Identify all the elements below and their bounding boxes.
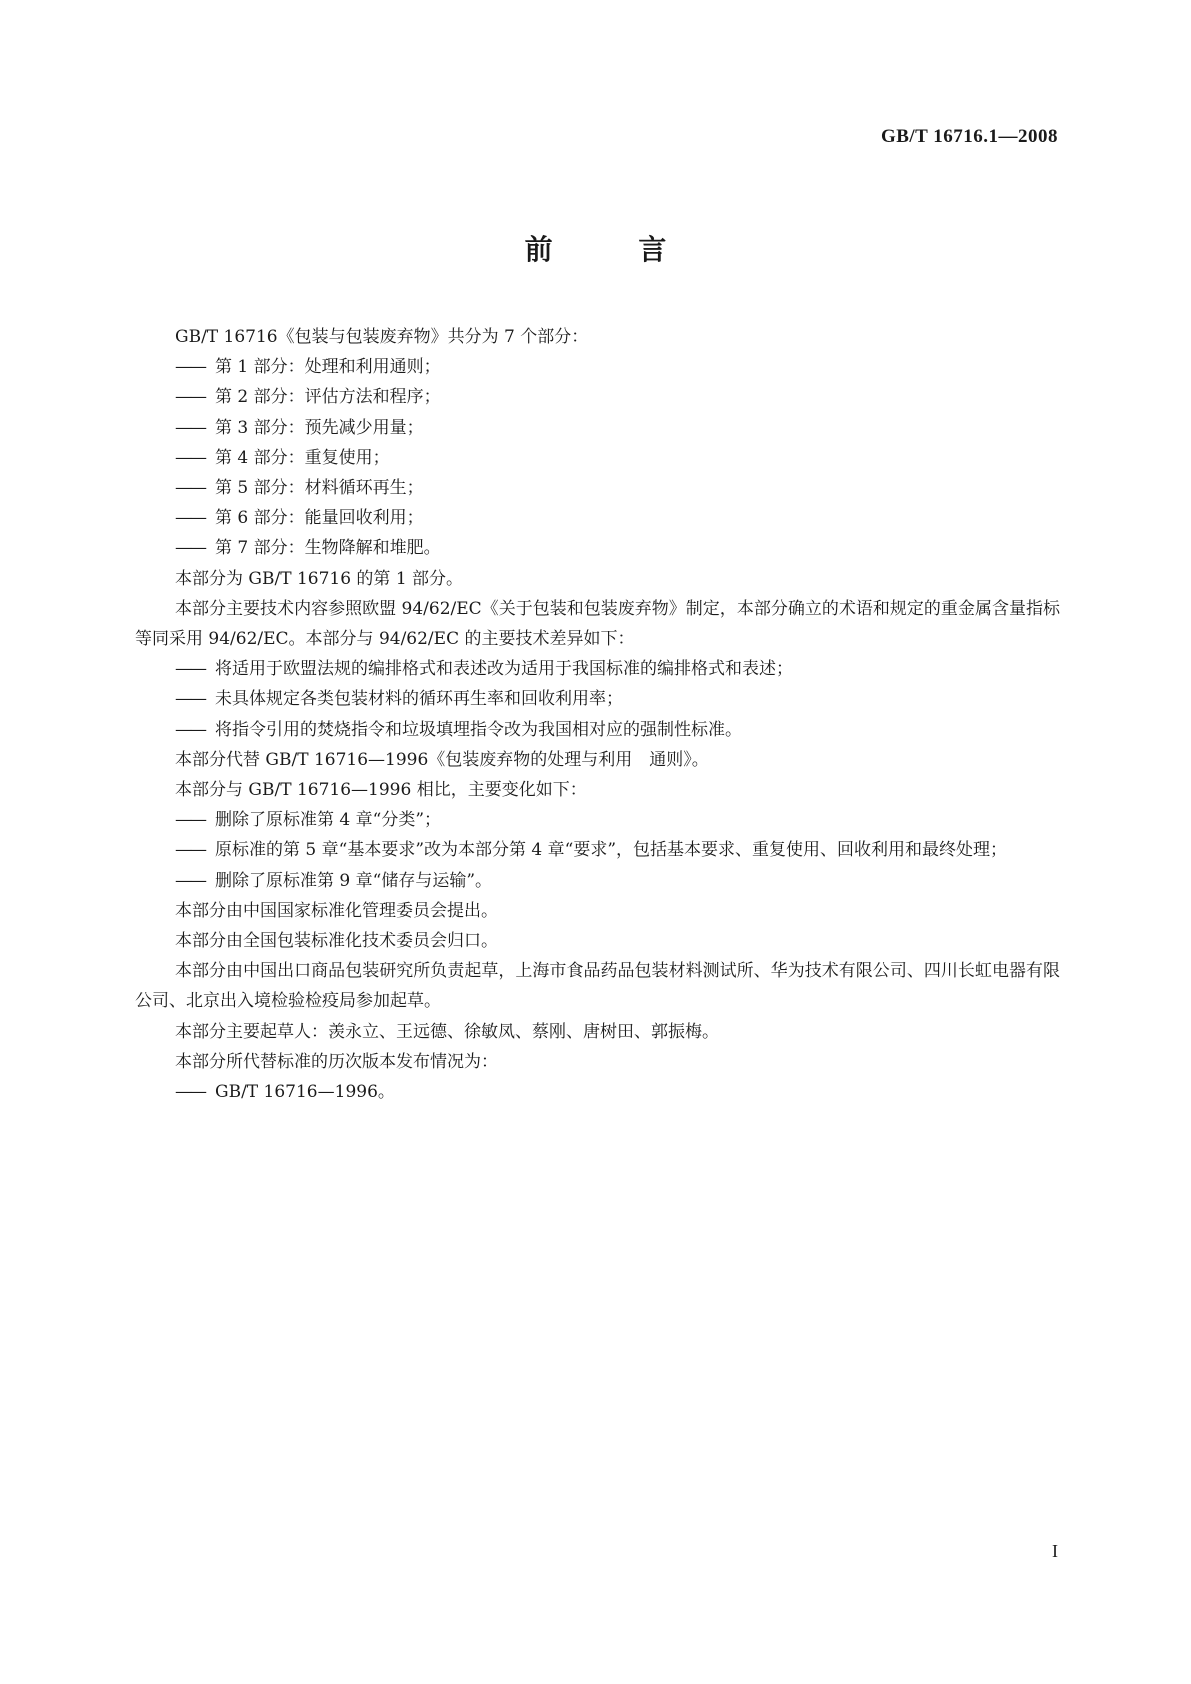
dash-marker: —— <box>175 447 205 468</box>
list-item <box>135 443 1060 473</box>
dash-marker: —— <box>175 810 205 831</box>
paragraph: 本部分由全国包装标准化技术委员会归口。 <box>175 931 498 952</box>
page-title: 前 言 <box>524 233 705 266</box>
dash-marker: —— <box>175 387 205 408</box>
list-item <box>135 684 1060 714</box>
list-item-text: 删除了原标准第 4 章“分类”； <box>215 810 442 831</box>
list-item <box>135 1077 1060 1107</box>
page-number: I <box>1052 1541 1058 1561</box>
dash-marker: —— <box>175 719 205 740</box>
foreword-body <box>135 322 1060 1107</box>
standard-code: GB/T 16716.1—2008 <box>880 126 1058 147</box>
list-item <box>135 503 1060 533</box>
dash-marker: —— <box>175 508 205 529</box>
paragraph: 本部分主要技术内容参照欧盟 94/62/EC《关于包装和包装废弃物》制定，本部分确立的术语和规定的重金属含量指标等同采用 94/62/EC。本部分与 94/62/EC 的主要技术差异如下： <box>135 598 1060 650</box>
list-item <box>135 715 1060 745</box>
paragraph: GB/T 16716《包装与包装废弃物》共分为 7 个部分： <box>175 327 589 347</box>
paragraph: 本部分主要起草人：羡永立、王远德、徐敏凤、蔡刚、唐树田、郭振梅。 <box>175 1021 719 1042</box>
list-item-text: 将指令引用的焚烧指令和垃圾填埋指令改为我国相对应的强制性标准。 <box>215 719 742 740</box>
list-item <box>135 382 1060 412</box>
list-item <box>135 654 1060 684</box>
list-item-text: 第 6 部分：能量回收利用； <box>215 508 424 529</box>
list-item <box>135 533 1060 563</box>
list-item <box>135 805 1060 835</box>
dash-marker: —— <box>175 659 205 680</box>
paragraph: 本部分由中国国家标准化管理委员会提出。 <box>175 900 498 921</box>
list-item-text: 第 4 部分：重复使用； <box>215 447 390 468</box>
list-item <box>135 473 1060 503</box>
list-item-text: 第 5 部分：材料循环再生； <box>215 478 424 499</box>
paragraph: 本部分代替 GB/T 16716—1996《包装废弃物的处理与利用 通则》。 <box>175 749 709 770</box>
list-item <box>135 835 1060 865</box>
dash-marker: —— <box>175 840 205 861</box>
list-item-text: 第 3 部分：预先减少用量； <box>215 417 424 438</box>
list-item <box>135 413 1060 443</box>
paragraph: 本部分由中国出口商品包装研究所负责起草，上海市食品药品包装材料测试所、华为技术有限公司、四川长虹电器有限公司、北京出入境检验检疫局参加起草。 <box>135 961 1060 1012</box>
list-item <box>135 866 1060 896</box>
list-item-text: 将适用于欧盟法规的编排格式和表述改为适用于我国标准的编排格式和表述； <box>215 659 793 680</box>
list-item-text: 第 1 部分：处理和利用通则； <box>215 357 441 378</box>
list-item-text: 第 2 部分：评估方法和程序； <box>215 387 441 408</box>
paragraph: 本部分为 GB/T 16716 的第 1 部分。 <box>175 568 464 589</box>
dash-marker: —— <box>175 538 205 559</box>
list-item <box>135 352 1060 382</box>
list-item-text: 删除了原标准第 9 章“储存与运输”。 <box>215 870 493 891</box>
list-item-text: 原标准的第 5 章“基本要求”改为本部分第 4 章“要求”，包括基本要求、重复使用、回收利用和最终处理； <box>215 840 1008 861</box>
list-item-text: 第 7 部分：生物降解和堆肥。 <box>215 538 441 559</box>
list-item-text: GB/T 16716—1996。 <box>215 1082 395 1103</box>
dash-marker: —— <box>175 870 205 891</box>
dash-marker: —— <box>175 1082 205 1103</box>
dash-marker: —— <box>175 417 205 438</box>
paragraph: 本部分所代替标准的历次版本发布情况为： <box>175 1051 498 1072</box>
dash-marker: —— <box>175 689 205 710</box>
dash-marker: —— <box>175 478 205 499</box>
paragraph: 本部分与 GB/T 16716—1996 相比，主要变化如下： <box>175 780 587 801</box>
dash-marker: —— <box>175 357 205 378</box>
list-item-text: 未具体规定各类包装材料的循环再生率和回收利用率； <box>215 689 623 710</box>
